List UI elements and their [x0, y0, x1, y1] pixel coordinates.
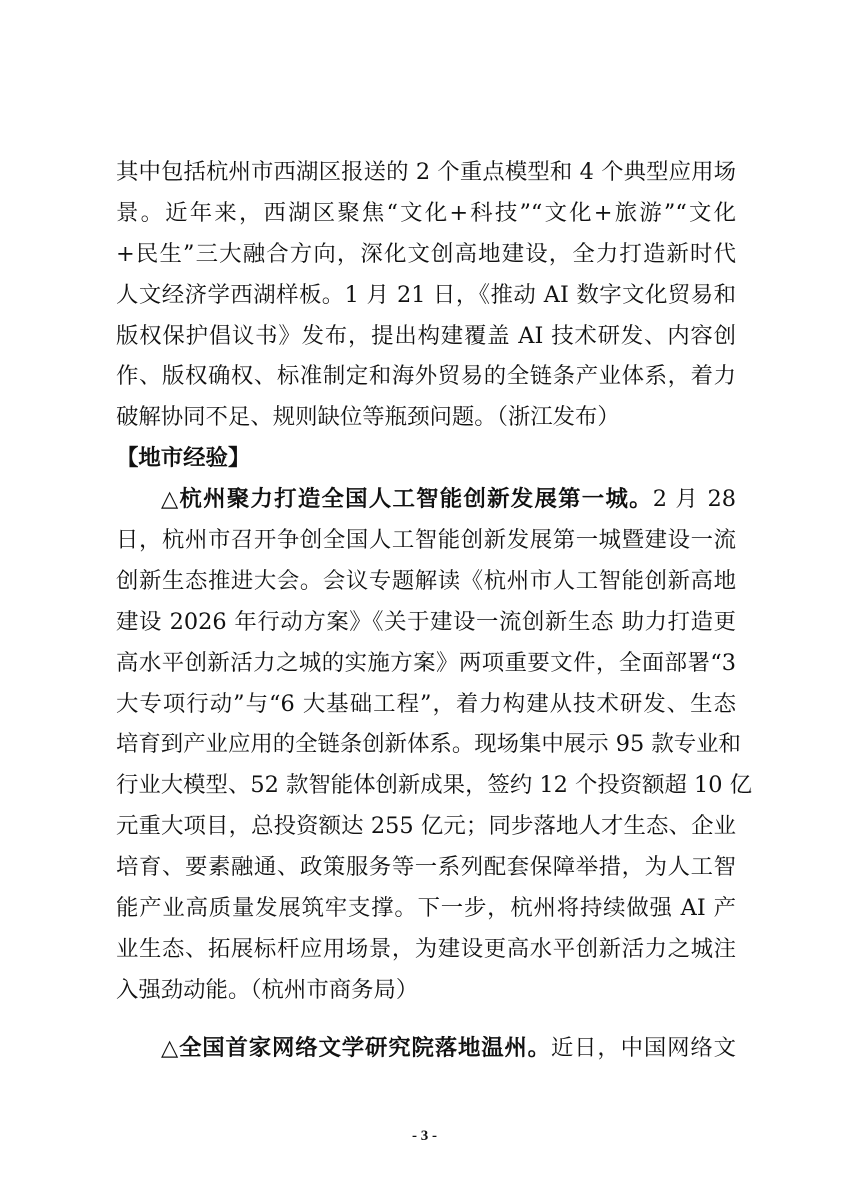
news-item-first-line [116, 1028, 736, 1069]
news-item-title: △杭州聚力打造全国人工智能创新发展第一城。 [161, 486, 653, 513]
paragraph-line: +民生”三大融合方向，深化文创高地建设，全力打造新时代 [116, 240, 736, 267]
paragraph-spacer [116, 1011, 736, 1028]
news-item-first-line [116, 479, 736, 520]
page-number: - 3 - [412, 1128, 437, 1144]
paragraph-line: 破解协同不足、规则缺位等瓶颈问题。（浙江发布） [116, 404, 620, 431]
news-item-title: △全国首家网络文学研究院落地温州。 [161, 1034, 551, 1061]
news-item-text: 近日，中国网络文 [550, 1034, 736, 1061]
paragraph-line: 元重大项目，总投资额达 255 亿元；同步落地人才生态、企业 [116, 813, 736, 840]
paragraph-line: 入强劲动能。（杭州市商务局） [116, 976, 419, 1003]
section-heading: 【地市经验】 [116, 445, 251, 472]
paragraph-line: 高水平创新活力之城的实施方案》两项重要文件，全面部署“3 [116, 649, 736, 676]
paragraph-line: 大专项行动”与“6 大基础工程”，着力构建从技术研发、生态 [116, 690, 736, 717]
paragraph-line: 能产业高质量发展筑牢支撑。下一步，杭州将持续做强 AI 产 [116, 895, 736, 922]
paragraph-line: 人文经济学西湖样板。1 月 21 日，《推动 AI 数字文化贸易和 [116, 281, 736, 308]
paragraph-line: 行业大模型、52 款智能体创新成果，签约 12 个投资额超 10 亿 [116, 772, 753, 799]
news-item-hangzhou [116, 479, 753, 1011]
paragraph-line: 建设 2026 年行动方案》《关于建设一流创新生态 助力打造更 [116, 608, 736, 635]
news-item-wenzhou [116, 1028, 736, 1069]
paragraph-line: 日，杭州市召开争创全国人工智能创新发展第一城暨建设一流 [116, 527, 736, 554]
continued-paragraph [116, 152, 736, 438]
paragraph-line: 培育到产业应用的全链条创新体系。现场集中展示 95 款专业和 [116, 731, 741, 758]
paragraph-line: 业生态、拓展标杆应用场景，为建设更高水平创新活力之城注 [116, 935, 736, 962]
news-item-text: 2 月 28 [652, 486, 736, 513]
paragraph-line: 景。近年来，西湖区聚焦“文化+科技”“文化+旅游”“文化 [116, 199, 736, 226]
paragraph-line: 版权保护倡议书》发布，提出构建覆盖 AI 技术研发、内容创 [116, 322, 736, 349]
paragraph-line: 创新生态推进大会。会议专题解读《杭州市人工智能创新高地 [116, 567, 736, 594]
paragraph-line: 培育、要素融通、政策服务等一系列配套保障举措，为人工智 [116, 854, 736, 881]
document-body [116, 152, 753, 1069]
paragraph-line: 其中包括杭州市西湖区报送的 2 个重点模型和 4 个典型应用场 [116, 159, 736, 185]
paragraph-line: 作、版权确权、标准制定和海外贸易的全链条产业体系，着力 [116, 363, 736, 390]
